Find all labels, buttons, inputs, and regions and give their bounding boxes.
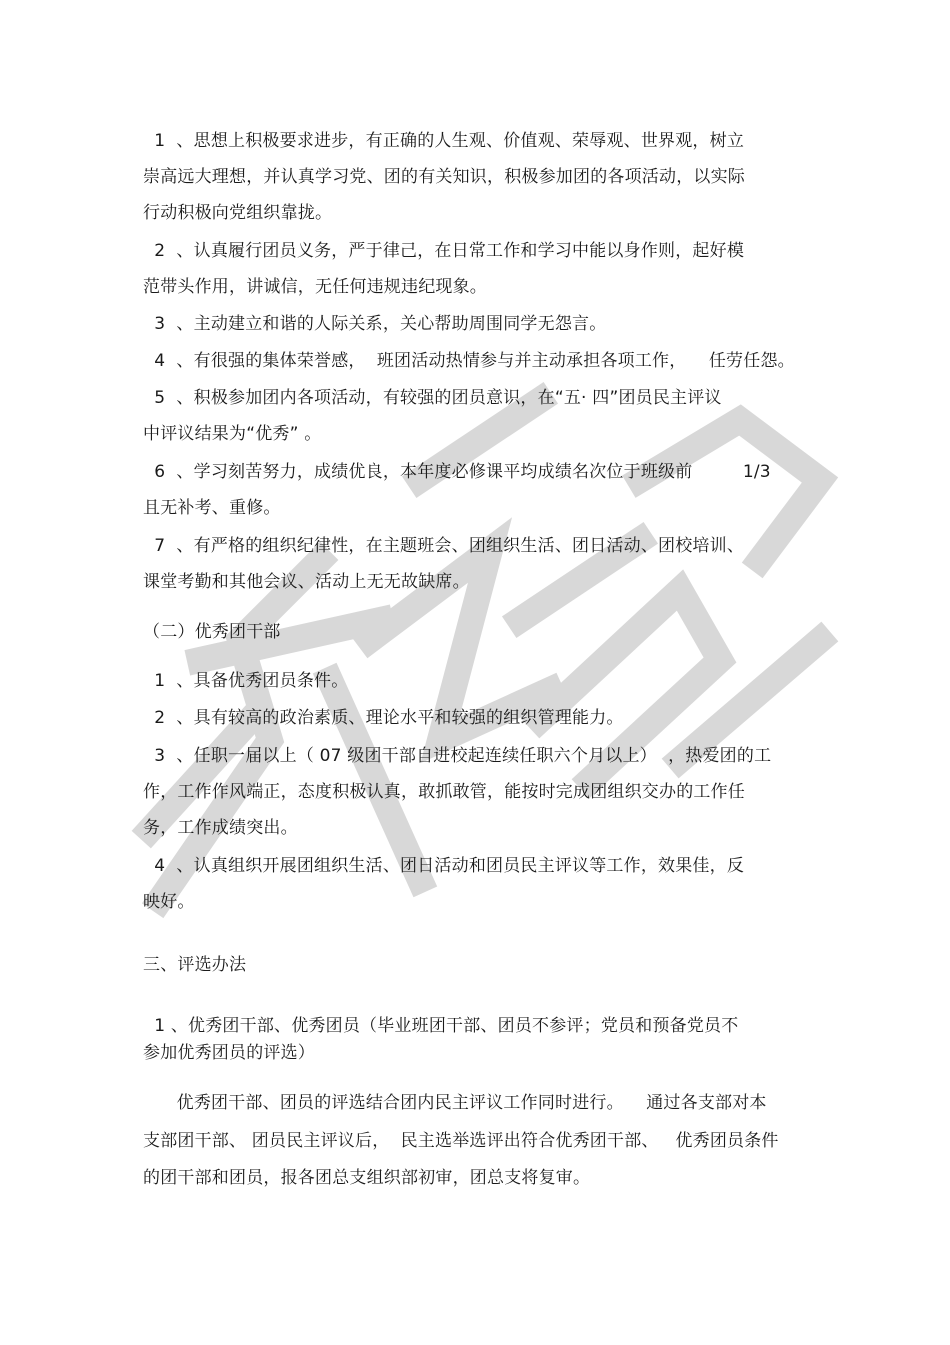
text-line: （二）优秀团干部 [143,622,281,642]
text-line: 优秀团干部、团员的评选结合团内民主评议工作同时进行。 通过各支部对本 [143,1093,767,1113]
text-line: 三、评选办法 [143,955,247,975]
text-line: 的团干部和团员，报各团总支组织部初审，团总支将复审。 [143,1168,591,1188]
text-line: 崇高远大理想，并认真学习党、团的有关知识，积极参加团的各项活动，以实际 [143,167,745,187]
text-line: 3 、主动建立和谐的人际关系，关心帮助周围同学无怨言。 [143,314,607,334]
text-line: 行动积极向党组织靠拢。 [143,203,333,223]
text-line: 7 、有严格的组织纪律性，在主题班会、团组织生活、团日活动、团校培训、 [143,536,745,556]
text-line: 且无补考、重修。 [143,498,281,518]
text-line: 映好。 [143,892,195,912]
text-line: 作，工作作风端正，态度积极认真，敢抓敢管，能按时完成团组织交办的工作任 [143,782,745,802]
text-line: 中评议结果为“优秀” 。 [143,424,322,444]
text-line: 范带头作用，讲诚信，无任何违规违纪现象。 [143,277,487,297]
text-line: 支部团干部、 团员民主评议后， 民主选举选评出符合优秀团干部、 优秀团员条件 [143,1131,779,1151]
text-line: 4 、有很强的集体荣誉感， 班团活动热情参与并主动承担各项工作， 任劳任怨。 [143,351,795,371]
text-line: 1 、具备优秀团员条件。 [143,671,349,691]
text-line: 3 、任职一届以上（ 07 级团干部自进校起连续任职六个月以上） ，热爱团的工 [143,746,772,766]
text-line: 务，工作成绩突出。 [143,818,298,838]
text-line: 5 、积极参加团内各项活动，有较强的团员意识，在“五· 四”团员民主评议 [143,388,722,408]
text-line: 6 、学习刻苦努力，成绩优良，本年度必修课平均成绩名次位于班级前 1/3 [143,462,771,482]
text-line: 2 、认真履行团员义务，严于律己，在日常工作和学习中能以身作则，起好模 [143,241,745,261]
text-line: 1 、优秀团干部、优秀团员（毕业班团干部、团员不参评；党员和预备党员不 [143,1016,739,1036]
text-line: 1 、思想上积极要求进步，有正确的人生观、价值观、荣辱观、世界观，树立 [143,131,745,151]
text-line: 参加优秀团员的评选） [143,1043,315,1063]
text-line: 2 、具有较高的政治素质、理论水平和较强的组织管理能力。 [143,708,624,728]
text-line: 课堂考勤和其他会议、活动上无无故缺席。 [143,572,470,592]
text-line: 4 、认真组织开展团组织生活、团日活动和团员民主评议等工作，效果佳，反 [143,856,745,876]
